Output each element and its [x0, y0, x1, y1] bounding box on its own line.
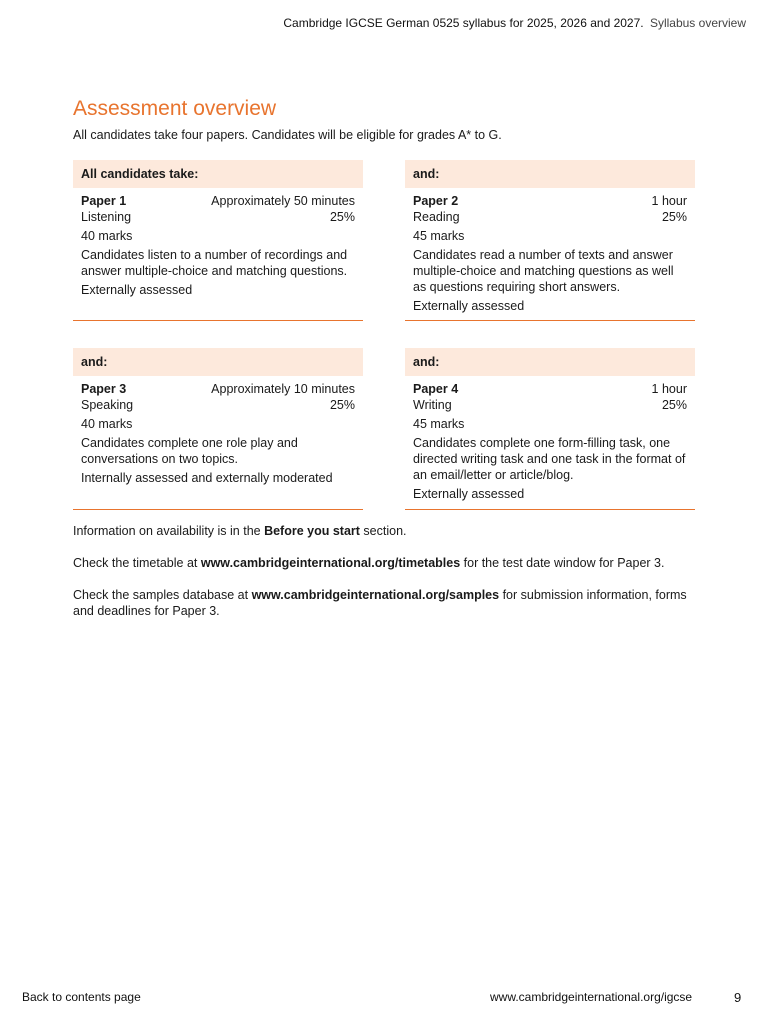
paper-weight: 25% — [329, 398, 355, 412]
paper-card-1 — [73, 160, 363, 321]
paper-component: Reading — [413, 210, 460, 224]
paper-name: Paper 3 — [81, 382, 127, 396]
paper-assessment: Externally assessed — [413, 299, 525, 313]
timetables-link[interactable]: www.cambridgeinternational.org/timetables — [200, 556, 461, 570]
section-name: Syllabus overview — [649, 16, 746, 30]
paper-duration: 1 hour — [651, 382, 687, 396]
availability-text: Information on availability is in the — [73, 524, 265, 538]
paper-component: Writing — [413, 398, 452, 412]
paper-marks: 45 marks — [413, 417, 465, 431]
samples-link[interactable]: www.cambridgeinternational.org/samples — [251, 588, 500, 602]
paper-description: Candidates complete one form-filling task, one directed writing task and one task in the format of an email/letter or article/blog. — [413, 436, 686, 482]
paper-marks: 40 marks — [81, 417, 133, 431]
paper-marks: 40 marks — [81, 229, 133, 243]
paper-card-heading: and: — [73, 348, 363, 376]
paper-assessment: Externally assessed — [413, 487, 525, 501]
paper-card-2 — [405, 160, 695, 321]
samples-text: Check the samples database at — [73, 588, 252, 602]
website-link[interactable]: www.cambridgeinternational.org/igcse — [490, 990, 693, 1004]
paper-weight: 25% — [329, 210, 355, 224]
running-header — [283, 16, 746, 30]
paper-name: Paper 4 — [413, 382, 459, 396]
paper-name: Paper 2 — [413, 194, 459, 208]
paper-card-heading: All candidates take: — [73, 160, 363, 188]
paper-assessment: Internally assessed and externally moderated — [81, 471, 333, 485]
availability-note — [73, 523, 693, 539]
paper-card-4 — [405, 348, 695, 510]
paper-name: Paper 1 — [81, 194, 127, 208]
back-to-contents-link[interactable]: Back to contents page — [22, 990, 141, 1004]
availability-text-end: section. — [359, 524, 407, 538]
before-you-start-link[interactable]: Before you start — [264, 524, 360, 538]
page-title: Assessment overview — [73, 97, 277, 120]
timetable-text: Check the timetable at — [73, 556, 201, 570]
paper-duration: 1 hour — [651, 194, 687, 208]
timetable-text-end: for the test date window for Paper 3. — [460, 556, 665, 570]
paper-duration: Approximately 50 minutes — [211, 194, 355, 208]
page-number: 9 — [734, 990, 742, 1005]
paper-card-heading: and: — [405, 160, 695, 188]
paper-component: Speaking — [81, 398, 134, 412]
intro-text: All candidates take four papers. Candidates will be eligible for grades A* to G. — [73, 128, 502, 142]
document-title: Cambridge IGCSE German 0525 syllabus for 2025, 2026 and 2027. — [283, 16, 644, 30]
paper-description: Candidates complete one role play and conversations on two topics. — [81, 436, 298, 466]
paper-description: Candidates read a number of texts and answer multiple-choice and matching questions as well as questions requiring short answers. — [413, 248, 674, 294]
paper-weight: 25% — [661, 398, 687, 412]
paper-card-3 — [73, 348, 363, 510]
paper-marks: 45 marks — [413, 229, 465, 243]
paper-description: Candidates listen to a number of recordings and answer multiple-choice and matching questions. — [81, 248, 348, 278]
paper-card-heading: and: — [405, 348, 695, 376]
paper-weight: 25% — [661, 210, 687, 224]
samples-note — [73, 587, 693, 619]
paper-duration: Approximately 10 minutes — [211, 382, 355, 396]
samples-text-end: for submission information, forms and deadlines for Paper 3. — [73, 588, 687, 618]
paper-assessment: Externally assessed — [81, 283, 193, 297]
paper-component: Listening — [81, 210, 132, 224]
timetable-note — [73, 555, 693, 571]
